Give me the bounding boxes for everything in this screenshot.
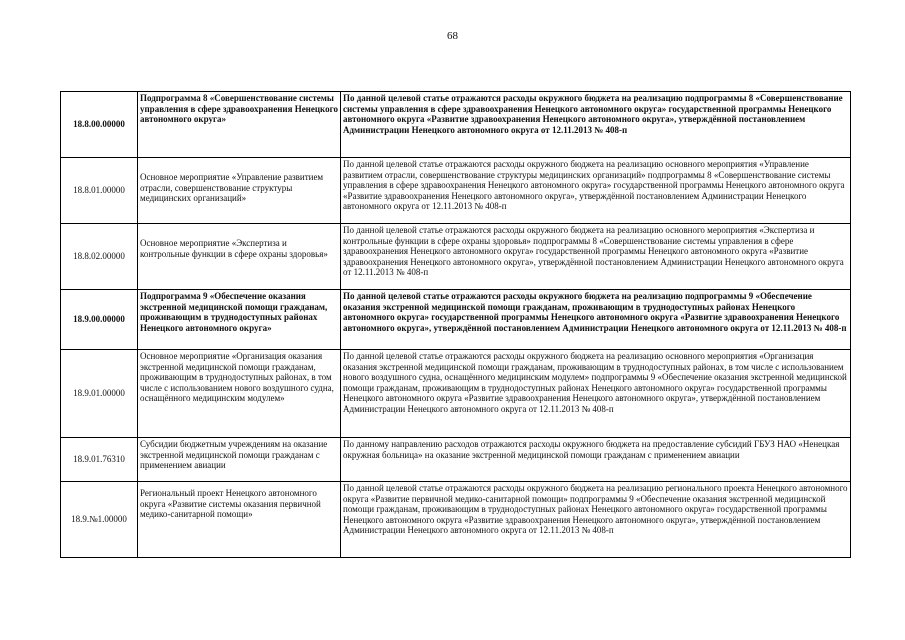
table-row: [61, 92, 851, 158]
row-description: По данной целевой статье отражаются расходы окружного бюджета на реализацию подпрограммы 9 «Обеспечение оказания экстренной медицинской помощи гражданам, проживающим в труднодоступных районах Ненецкого автономного округа» государственной программы Ненецкого автономного округа «Развитие здравоохранения Ненецкого автономного округа», утверждённой постановлением Администрации Ненецкого автономного округа от 12.11.2013 № 408-п: [341, 290, 851, 350]
table-row: [61, 438, 851, 482]
row-name: Субсидии бюджетным учреждениям на оказание экстренной медицинской помощи гражданам с применением авиации: [138, 438, 341, 482]
row-name: Региональный проект Ненецкого автономного округа «Развитие системы оказания первичной медико-санитарной помощи»: [138, 482, 341, 558]
table-row: [61, 158, 851, 224]
row-description: По данному направлению расходов отражаются расходы окружного бюджета на предоставление субсидий ГБУЗ НАО «Ненецкая окружная больница» на оказание экстренной медицинской помощи гражданам с применением авиации: [341, 438, 851, 482]
row-description: По данной целевой статье отражаются расходы окружного бюджета на реализацию регионального проекта Ненецкого автономного округа «Развитие первичной медико-санитарной помощи» подпрограммы 9 «Обеспечение оказания экстренной медицинской помощи гражданам, проживающим в труднодоступных районах Ненецкого автономного округа» государственной программы Ненецкого автономного округа «Развитие здравоохранения Ненецкого автономного округа», утверждённой постановлением Администрации Ненецкого автономного округа от 12.11.2013 № 408-п: [341, 482, 851, 558]
row-name: Подпрограмма 8 «Совершенствование системы управления в сфере здравоохранения Ненецкого автономного округа»: [138, 92, 341, 158]
row-description: По данной целевой статье отражаются расходы окружного бюджета на реализацию основного мероприятия «Экспертиза и контрольные функции в сфере охраны здоровья» подпрограммы 8 «Совершенствование системы управления в сфере здравоохранения Ненецкого автономного округа» государственной программы Ненецкого автономного округа «Развитие здравоохранения Ненецкого автономного округа», утверждённой постановлением Администрации Ненецкого автономного округа от 12.11.2013 № 408-п: [341, 224, 851, 290]
row-code: 18.9.№1.00000: [61, 482, 138, 558]
row-code: 18.8.02.00000: [61, 224, 138, 290]
budget-classification-table: [60, 91, 851, 558]
row-name: Основное мероприятие «Организация оказания экстренной медицинской помощи гражданам, проживающим в труднодоступных районах, в том числе с использованием нового воздушного судна, оснащённого медицинским модулем»: [138, 350, 341, 438]
table-row: [61, 290, 851, 350]
row-description: По данной целевой статье отражаются расходы окружного бюджета на реализацию основного мероприятия «Управление развитием отрасли, совершенствование структуры медицинских организаций» подпрограммы 8 «Совершенствование системы управления в сфере здравоохранения Ненецкого автономного округа» государственной программы Ненецкого автономного округа «Развитие здравоохранения Ненецкого автономного округа», утверждённой постановлением Администрации Ненецкого автономного округа от 12.11.2013 № 408-п: [341, 158, 851, 224]
row-code: 18.8.01.00000: [61, 158, 138, 224]
row-code: 18.9.00.00000: [61, 290, 138, 350]
row-description: По данной целевой статье отражаются расходы окружного бюджета на реализацию основного мероприятия «Организация оказания экстренной медицинской помощи гражданам, проживающим в труднодоступных районах, в том числе с использованием нового воздушного судна, оснащённого медицинским модулем» подпрограммы 9 «Обеспечение оказания экстренной медицинской помощи гражданам, проживающим в труднодоступных районах Ненецкого автономного округа» государственной программы Ненецкого автономного округа «Развитие здравоохранения Ненецкого автономного округа», утверждённой постановлением Администрации Ненецкого автономного округа от 12.11.2013 № 408-п: [341, 350, 851, 438]
row-name: Основное мероприятие «Управление развитием отрасли, совершенствование структуры медицинских организаций»: [138, 158, 341, 224]
row-name: Подпрограмма 9 «Обеспечение оказания экстренной медицинской помощи гражданам, проживающим в труднодоступных районах Ненецкого автономного округа»: [138, 290, 341, 350]
row-name: Основное мероприятие «Экспертиза и контрольные функции в сфере охраны здоровья»: [138, 224, 341, 290]
table-row: [61, 224, 851, 290]
table-row: [61, 350, 851, 438]
page-number: 68: [447, 30, 458, 42]
row-code: 18.9.01.00000: [61, 350, 138, 438]
table-row: [61, 482, 851, 558]
row-code: 18.9.01.76310: [61, 438, 138, 482]
row-description: По данной целевой статье отражаются расходы окружного бюджета на реализацию подпрограммы 8 «Совершенствование системы управления в сфере здравоохранения Ненецкого автономного округа» государственной программы Ненецкого автономного округа «Развитие здравоохранения Ненецкого автономного округа», утверждённой постановлением Администрации Ненецкого автономного округа от 12.11.2013 № 408-п: [341, 92, 851, 158]
row-code: 18.8.00.00000: [61, 92, 138, 158]
